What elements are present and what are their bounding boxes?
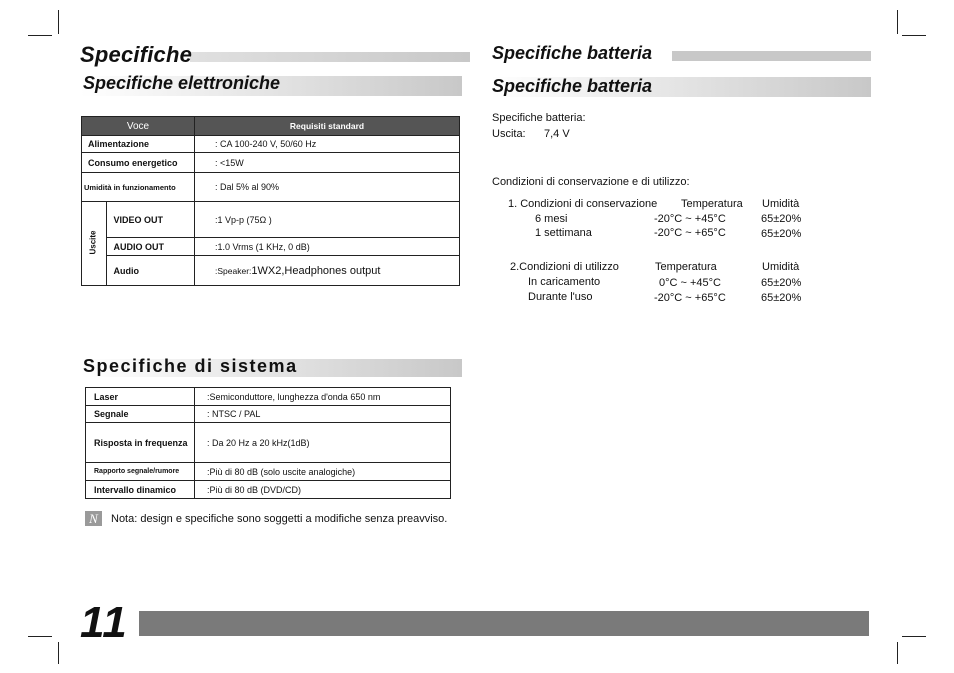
section-title-electronics: Specifiche elettroniche: [83, 73, 281, 93]
storage-row-hum: 65±20%: [761, 213, 802, 225]
table-row: [86, 388, 451, 406]
speaker-prefix: :Speaker:: [215, 265, 252, 276]
storage-title: 1. Condizioni di conservazione: [508, 198, 658, 210]
electronics-spec-table: [81, 116, 460, 286]
row-value: : <15W: [195, 153, 460, 173]
page-number: 11: [80, 598, 128, 647]
table-row: [82, 256, 460, 286]
usage-hum-header: Umidità: [762, 261, 800, 273]
table-header-requirements: Requisiti standard: [195, 117, 460, 136]
crop-mark: [897, 642, 898, 664]
usage-title: 2.Condizioni di utilizzo: [510, 261, 619, 273]
usage-row-hum: 65±20%: [761, 292, 802, 304]
storage-row-hum: 65±20%: [761, 228, 802, 240]
storage-row-label: 6 mesi: [535, 213, 568, 225]
row-value: :Più di 80 dB (solo uscite analogiche): [195, 463, 451, 481]
uscite-label-cell: [82, 202, 107, 286]
usage-row-temp: 0°C ~ +45°C: [659, 277, 721, 289]
crop-mark: [902, 636, 926, 637]
battery-heading-bar: [672, 51, 871, 61]
note-icon-letter: N: [89, 511, 98, 526]
usage-row-hum: 65±20%: [761, 277, 802, 289]
crop-mark: [897, 10, 898, 34]
table-row: [86, 463, 451, 481]
row-value: : CA 100-240 V, 50/60 Hz: [195, 136, 460, 153]
section-subtitle-battery: Specifiche batteria: [492, 76, 653, 96]
usage-temp-header: Temperatura: [655, 261, 717, 273]
note-icon: [85, 511, 102, 526]
battery-output-value: 7,4 V: [544, 128, 570, 140]
usage-row-label: Durante l'uso: [528, 291, 593, 303]
crop-mark: [902, 35, 926, 36]
table-row: [82, 238, 460, 256]
storage-hum-header: Umidità: [762, 198, 800, 210]
footer-bar: [139, 611, 869, 636]
speaker-value: 1WX2,Headphones output: [251, 264, 381, 277]
section-title-battery: Specifiche batteria: [492, 43, 653, 63]
usage-row-temp: -20°C ~ +65°C: [654, 292, 726, 304]
table-row: [82, 173, 460, 202]
table-row: [82, 153, 460, 173]
row-value: : Da 20 Hz a 20 kHz(1dB): [195, 423, 451, 463]
battery-output-label: Uscita:: [492, 128, 526, 140]
crop-mark: [58, 642, 59, 664]
output-value-cell: [195, 256, 460, 286]
row-label: Umidità in funzionamento: [82, 173, 195, 202]
page-title: Specifiche: [80, 42, 193, 67]
row-value: : NTSC / PAL: [195, 406, 451, 423]
table-row: [82, 136, 460, 153]
output-label: VIDEO OUT: [107, 202, 195, 238]
output-value: :1.0 Vrms (1 KHz, 0 dB): [195, 238, 460, 256]
uscite-label: Uscite: [88, 230, 98, 255]
storage-row-temp: -20°C ~ +65°C: [654, 227, 726, 239]
row-value: :Più di 80 dB (DVD/CD): [195, 481, 451, 499]
storage-row-temp: -20°C ~ +45°C: [654, 213, 726, 225]
storage-temp-header: Temperatura: [681, 198, 743, 210]
usage-row-label: In caricamento: [528, 276, 601, 288]
storage-row-label: 1 settimana: [535, 227, 592, 239]
row-label: Laser: [86, 388, 195, 406]
battery-spec-label: Specifiche batteria:: [492, 112, 586, 124]
table-header-voce: Voce: [82, 117, 195, 136]
output-label: AUDIO OUT: [107, 238, 195, 256]
system-spec-table: [85, 387, 451, 499]
row-value: :Semiconduttore, lunghezza d'onda 650 nm: [195, 388, 451, 406]
table-row: [82, 202, 460, 238]
row-label: Consumo energetico: [82, 153, 195, 173]
row-label: Alimentazione: [82, 136, 195, 153]
table-row: [86, 406, 451, 423]
crop-mark: [28, 35, 52, 36]
row-label: Rapporto segnale/rumore: [86, 463, 195, 481]
output-value: :1 Vp-p (75Ω ): [195, 202, 460, 238]
crop-mark: [58, 10, 59, 34]
table-row: [86, 423, 451, 463]
section-title-system: Specifiche di sistema: [83, 356, 298, 376]
row-label: Intervallo dinamico: [86, 481, 195, 499]
output-label: Audio: [107, 256, 195, 286]
conditions-title: Condizioni di conservazione e di utilizzo:: [492, 176, 690, 188]
table-row: [86, 481, 451, 499]
crop-mark: [28, 636, 52, 637]
row-value: : Dal 5% al 90%: [195, 173, 460, 202]
note-text: Nota: design e specifiche sono soggetti a modifiche senza preavviso.: [111, 513, 448, 525]
row-label: Segnale: [86, 406, 195, 423]
row-label: Risposta in frequenza: [86, 423, 195, 463]
main-heading-bar: [190, 52, 470, 62]
